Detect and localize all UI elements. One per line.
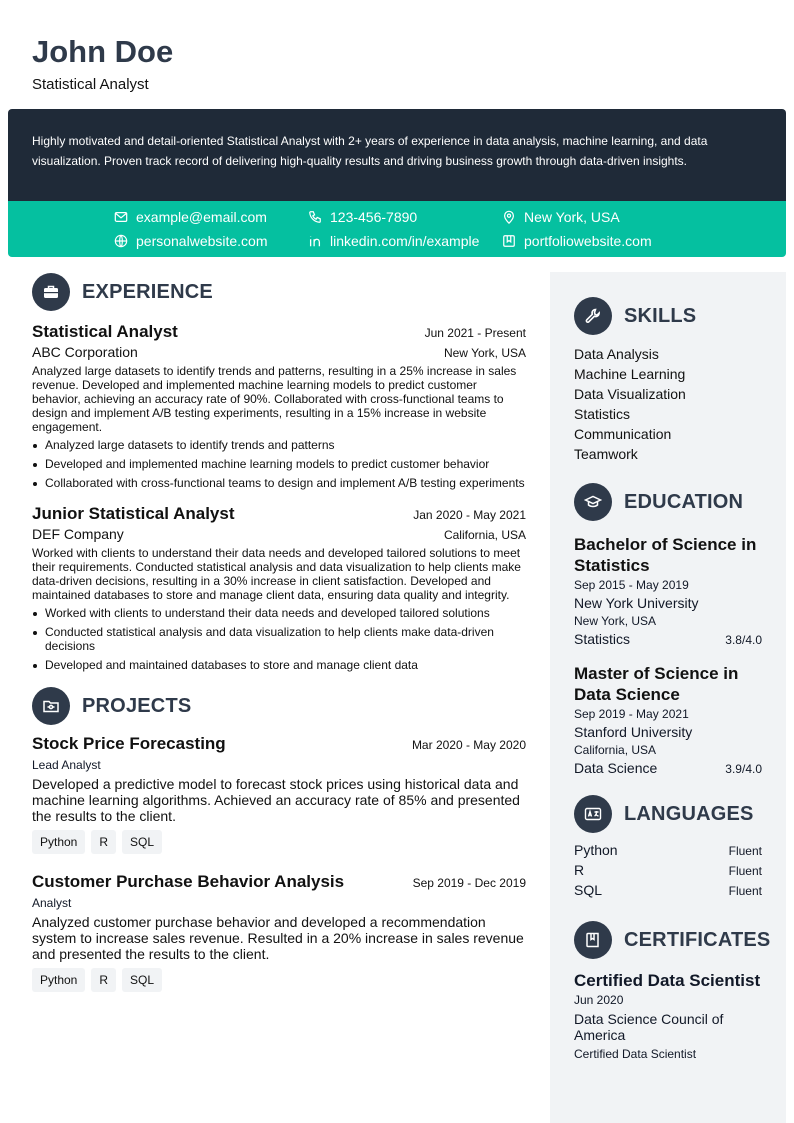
education-field: Data Science [574, 760, 658, 776]
languages-heading [574, 794, 762, 834]
education-heading [574, 482, 762, 522]
job-bullets [32, 606, 526, 672]
language-row [574, 862, 762, 882]
language-row [574, 842, 762, 862]
certificate-entry [574, 970, 762, 1061]
experience-heading [32, 272, 526, 312]
project-role: Analyst [32, 896, 72, 910]
skill-item: Data Visualization [574, 386, 686, 402]
project-entry [32, 734, 526, 854]
contact-portfolio[interactable] [502, 231, 652, 251]
languages-title: LANGUAGES [624, 802, 754, 825]
contact-phone-text: 123-456-7890 [330, 209, 418, 225]
job-entry [32, 322, 526, 490]
contact-email[interactable] [114, 207, 267, 227]
tag: Python [32, 830, 85, 854]
skills-title: SKILLS [624, 304, 697, 327]
job-description: Analyzed large datasets to identify trends and patterns, resulting in a 25% increase in sales revenue. Developed and implemented machine learning models to predict customer behavior, achieving an accuracy rate of 90%. Collaborated with cross-functional teams to design and implement A/B testing experiments, resulting in a 15% increase in website engagement. [32, 364, 517, 434]
contact-bar [8, 201, 786, 257]
job-description: Worked with clients to understand their data needs and developed tailored solutions to meet their requirements. Conducted statistical analysis and data visualization to help clients make data-driven decisions, resulting in a 30% increase in client satisfaction. Developed and maintained databases to store and manage client data, ensuring data quality and integrity. [32, 546, 521, 602]
resume-header [32, 34, 173, 93]
candidate-name: John Doe [32, 34, 174, 69]
education-title: EDUCATION [624, 490, 744, 513]
certificate-date: Jun 2020 [574, 993, 624, 1007]
map-pin-icon [502, 210, 516, 224]
contact-website[interactable] [114, 231, 268, 251]
contact-linkedin-text: linkedin.com/in/example [330, 233, 480, 249]
list-item: Worked with clients to understand their data needs and developed tailored solutions [32, 606, 526, 620]
job-location: New York, USA [443, 346, 526, 360]
education-dates: Sep 2019 - May 2021 [574, 707, 689, 721]
education-location: California, USA [574, 743, 657, 757]
education-entry [574, 534, 762, 647]
wrench-icon [574, 297, 612, 335]
education-degree: Bachelor of Science in Statistics [574, 535, 757, 575]
tag: SQL [122, 830, 162, 854]
project-dates: Sep 2019 - Dec 2019 [412, 876, 526, 890]
skill-item: Machine Learning [574, 366, 686, 382]
job-title: Statistical Analyst [32, 322, 178, 341]
project-entry [32, 872, 526, 992]
linkedin-icon [308, 234, 322, 248]
job-title: Junior Statistical Analyst [32, 504, 235, 523]
contact-portfolio-text: portfoliowebsite.com [524, 233, 652, 249]
certificate-subtitle: Certified Data Scientist [574, 1047, 697, 1061]
language-level: Fluent [728, 844, 762, 858]
tag: Python [32, 968, 85, 992]
job-entry [32, 504, 526, 672]
certificate-name: Certified Data Scientist [574, 971, 761, 990]
project-title: Customer Purchase Behavior Analysis [32, 872, 345, 891]
experience-title: EXPERIENCE [82, 280, 213, 303]
project-tags [32, 830, 526, 854]
list-item: Developed and implemented machine learning models to predict customer behavior [32, 457, 526, 471]
graduation-cap-icon [574, 483, 612, 521]
languages-list [574, 842, 762, 902]
skills-heading [574, 296, 762, 336]
certificate-book-icon [574, 921, 612, 959]
project-dates: Mar 2020 - May 2020 [411, 738, 526, 752]
project-tags [32, 968, 526, 992]
job-dates: Jun 2021 - Present [424, 326, 526, 340]
skill-item: Teamwork [574, 446, 638, 462]
certificates-title: CERTIFICATES [624, 928, 771, 951]
tag: R [91, 968, 116, 992]
project-description: Analyzed customer purchase behavior and developed a recommendation system to increase sales revenue. Resulted in a 20% increase in sales revenue and presented the results to the client. [32, 914, 524, 962]
skill-item: Statistics [574, 406, 631, 422]
list-item: Developed and maintained databases to store and manage client data [32, 658, 526, 672]
education-field: Statistics [574, 631, 631, 647]
projects-heading [32, 686, 526, 726]
skill-item: Communication [574, 426, 672, 442]
education-school: Stanford University [574, 724, 693, 740]
contact-email-text: example@email.com [136, 209, 267, 225]
folder-icon [32, 687, 70, 725]
contact-location [502, 207, 620, 227]
education-degree: Master of Science in Data Science [574, 664, 739, 704]
job-location: California, USA [443, 528, 526, 542]
globe-icon [114, 234, 128, 248]
education-entry [574, 663, 762, 776]
language-row [574, 882, 762, 902]
contact-location-text: New York, USA [524, 209, 620, 225]
language-name: Python [574, 842, 618, 858]
skill-item: Data Analysis [574, 346, 659, 362]
summary-text: Highly motivated and detail-oriented Statistical Analyst with 2+ years of experience in data analysis, machine learning, and data visualization. Proven track record of delivering high-quality results and driving business growth through data-driven insights. [32, 134, 708, 168]
projects-title: PROJECTS [82, 694, 192, 717]
phone-icon [308, 210, 322, 224]
certificates-heading [574, 920, 771, 960]
job-company: ABC Corporation [32, 344, 138, 360]
list-item: Collaborated with cross-functional teams to design and implement A/B testing experiments [32, 476, 526, 490]
language-level: Fluent [728, 864, 762, 878]
job-dates: Jan 2020 - May 2021 [413, 508, 526, 522]
portfolio-icon [502, 234, 516, 248]
mail-icon [114, 210, 128, 224]
candidate-role: Statistical Analyst [32, 76, 149, 93]
project-description: Developed a predictive model to forecast stock prices using historical data and machine learning algorithms. Achieved an accuracy rate of 85% and presented the results to the client. [32, 776, 520, 824]
tag: SQL [122, 968, 162, 992]
translate-icon [574, 795, 612, 833]
summary-banner [8, 109, 786, 201]
project-role: Lead Analyst [32, 758, 101, 772]
education-school: New York University [574, 595, 699, 611]
job-bullets [32, 438, 526, 490]
contact-website-text: personalwebsite.com [136, 233, 268, 249]
education-dates: Sep 2015 - May 2019 [574, 578, 689, 592]
contact-linkedin[interactable] [308, 231, 479, 251]
language-level: Fluent [728, 884, 762, 898]
list-item: Analyzed large datasets to identify trends and patterns [32, 438, 526, 452]
briefcase-icon [32, 273, 70, 311]
sidebar [550, 272, 786, 1123]
list-item: Conducted statistical analysis and data visualization to help clients make data-driven decisions [32, 625, 526, 653]
main-column [32, 272, 526, 992]
job-company: DEF Company [32, 526, 124, 542]
education-gpa: 3.8/4.0 [725, 633, 762, 647]
skills-list [574, 344, 762, 464]
project-title: Stock Price Forecasting [32, 734, 226, 753]
certificate-issuer: Data Science Council of America [574, 1011, 724, 1043]
education-gpa: 3.9/4.0 [725, 762, 762, 776]
education-location: New York, USA [574, 614, 657, 628]
language-name: SQL [574, 882, 603, 898]
contact-phone[interactable] [308, 207, 417, 227]
language-name: R [574, 862, 585, 878]
tag: R [91, 830, 116, 854]
